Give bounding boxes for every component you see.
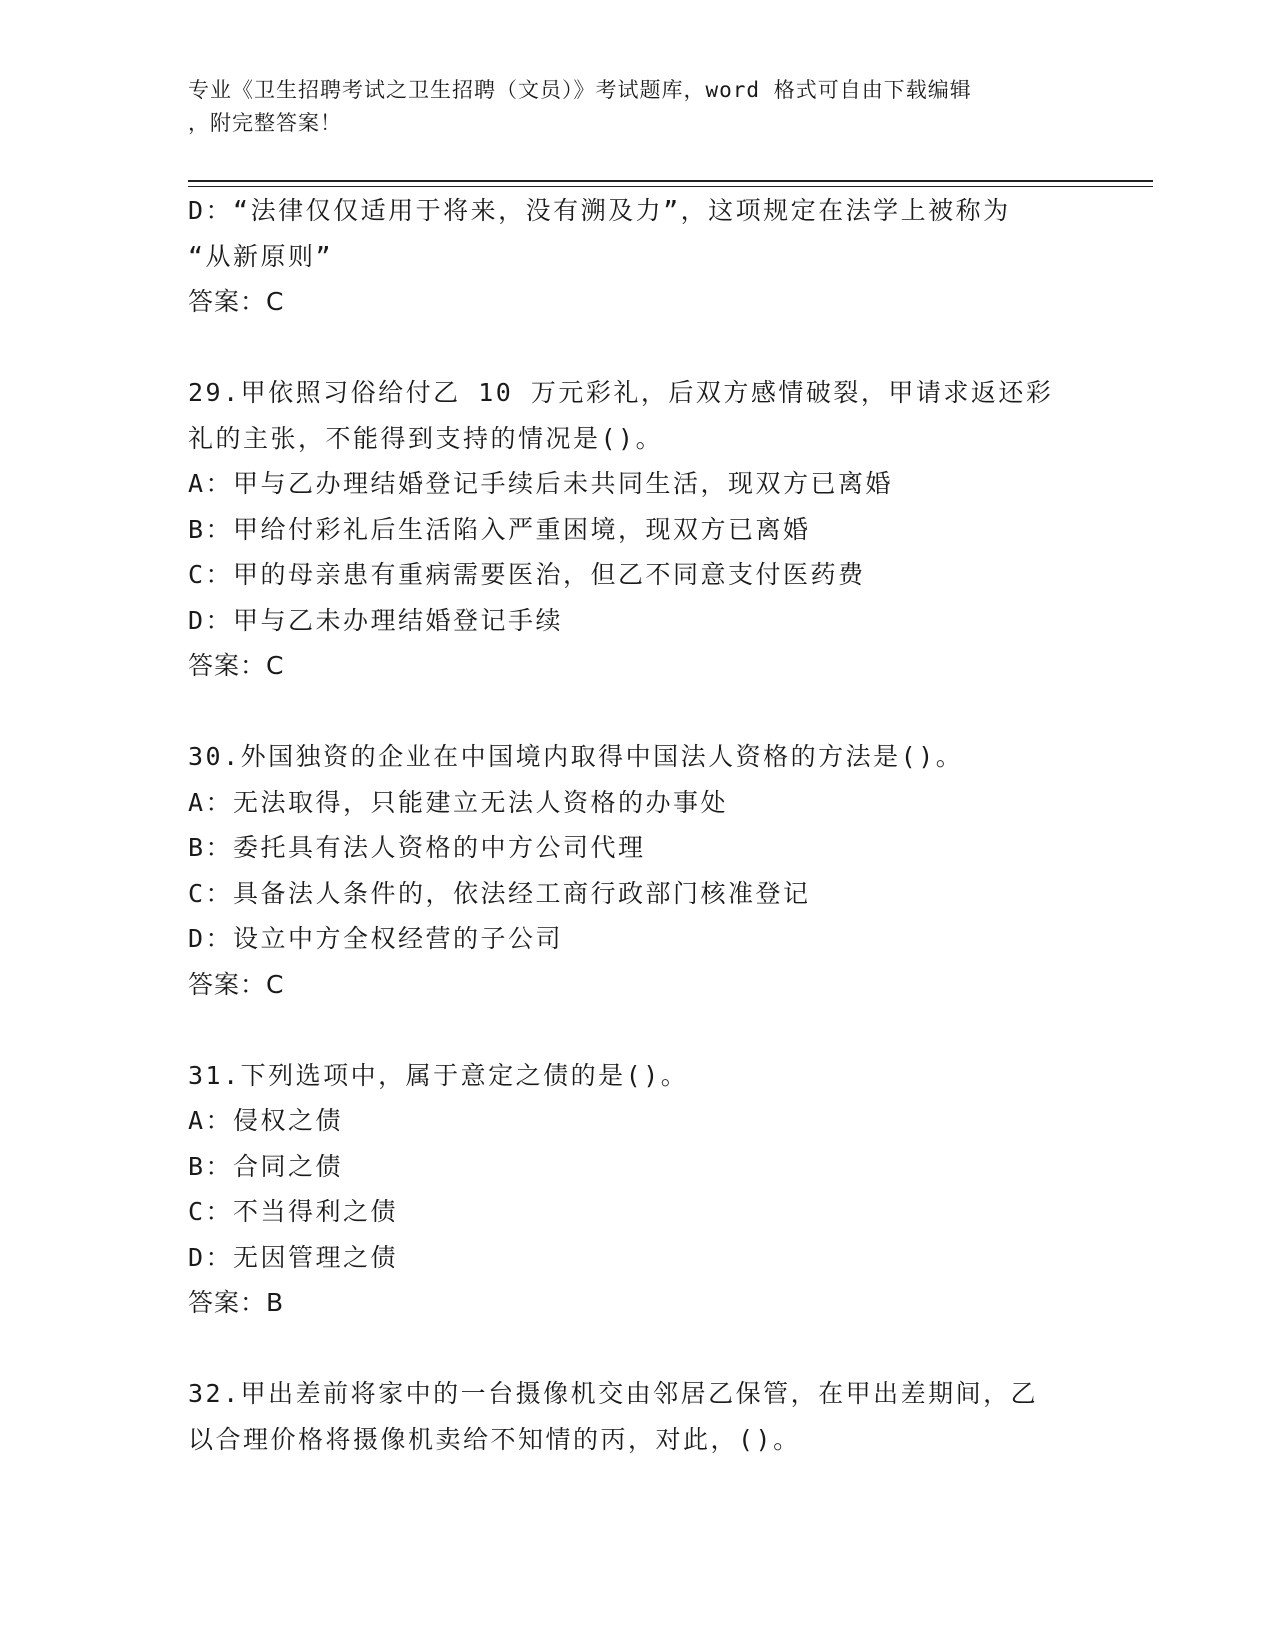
question-31: [188, 1053, 1108, 1326]
option-b: B：甲给付彩礼后生活陷入严重困境，现双方已离婚: [188, 514, 811, 544]
option-d: D：甲与乙未办理结婚登记手续: [188, 605, 564, 635]
spacer: [188, 1007, 1108, 1053]
question-32: [188, 1371, 1108, 1462]
answer: 答案：B: [188, 1288, 285, 1317]
option-c: C：具备法人条件的，依法经工商行政部门核准登记: [188, 878, 811, 908]
answer: 答案：C: [188, 969, 285, 999]
document-header: [188, 74, 1088, 140]
question-stem-continued: 礼的主张，不能得到支持的情况是()。: [188, 423, 664, 453]
spacer: [188, 1326, 1108, 1372]
question-stem: 29.甲依照习俗给付乙 10 万元彩礼，后双方感情破裂，甲请求返还彩: [188, 378, 1054, 407]
spacer: [188, 689, 1108, 735]
spacer: [188, 325, 1108, 371]
option-c: C：不当得利之债: [188, 1197, 399, 1226]
question-stem: 32.甲出差前将家中的一台摄像机交由邻居乙保管，在甲出差期间，乙: [188, 1379, 1039, 1408]
option-a: A：甲与乙办理结婚登记手续后未共同生活，现双方已离婚: [188, 469, 894, 498]
header-line-1: 专业《卫生招聘考试之卫生招聘（文员）》考试题库，word 格式可自由下载编辑: [188, 78, 972, 102]
option-a: A：无法取得，只能建立无法人资格的办事处: [188, 787, 729, 817]
question-29: [188, 370, 1108, 689]
answer: 答案：C: [188, 287, 285, 316]
option-d: D：“法律仅仅适用于将来，没有溯及力”，这项规定在法学上被称为: [188, 196, 1011, 225]
option-d-continued: “从新原则”: [188, 241, 334, 271]
question-list: [188, 188, 1108, 1462]
option-d: D：设立中方全权经营的子公司: [188, 924, 564, 953]
header-line-2: ，附完整答案！: [188, 111, 342, 135]
question-stem: 31.下列选项中，属于意定之债的是()。: [188, 1060, 689, 1090]
question-stem-continued: 以合理价格将摄像机卖给不知情的丙，对此，()。: [188, 1424, 801, 1454]
header-divider-thin: [188, 186, 1153, 187]
option-a: A：侵权之债: [188, 1106, 344, 1135]
answer: 答案：C: [188, 651, 285, 680]
question-stem: 30.外国独资的企业在中国境内取得中国法人资格的方法是()。: [188, 742, 964, 771]
option-b: B：委托具有法人资格的中方公司代理: [188, 833, 646, 862]
option-b: B：合同之债: [188, 1151, 344, 1181]
question-28-tail: [188, 188, 1108, 325]
header-divider-thick: [188, 180, 1153, 182]
question-30: [188, 734, 1108, 1007]
option-d: D：无因管理之债: [188, 1242, 399, 1272]
option-c: C：甲的母亲患有重病需要医治，但乙不同意支付医药费: [188, 560, 866, 589]
